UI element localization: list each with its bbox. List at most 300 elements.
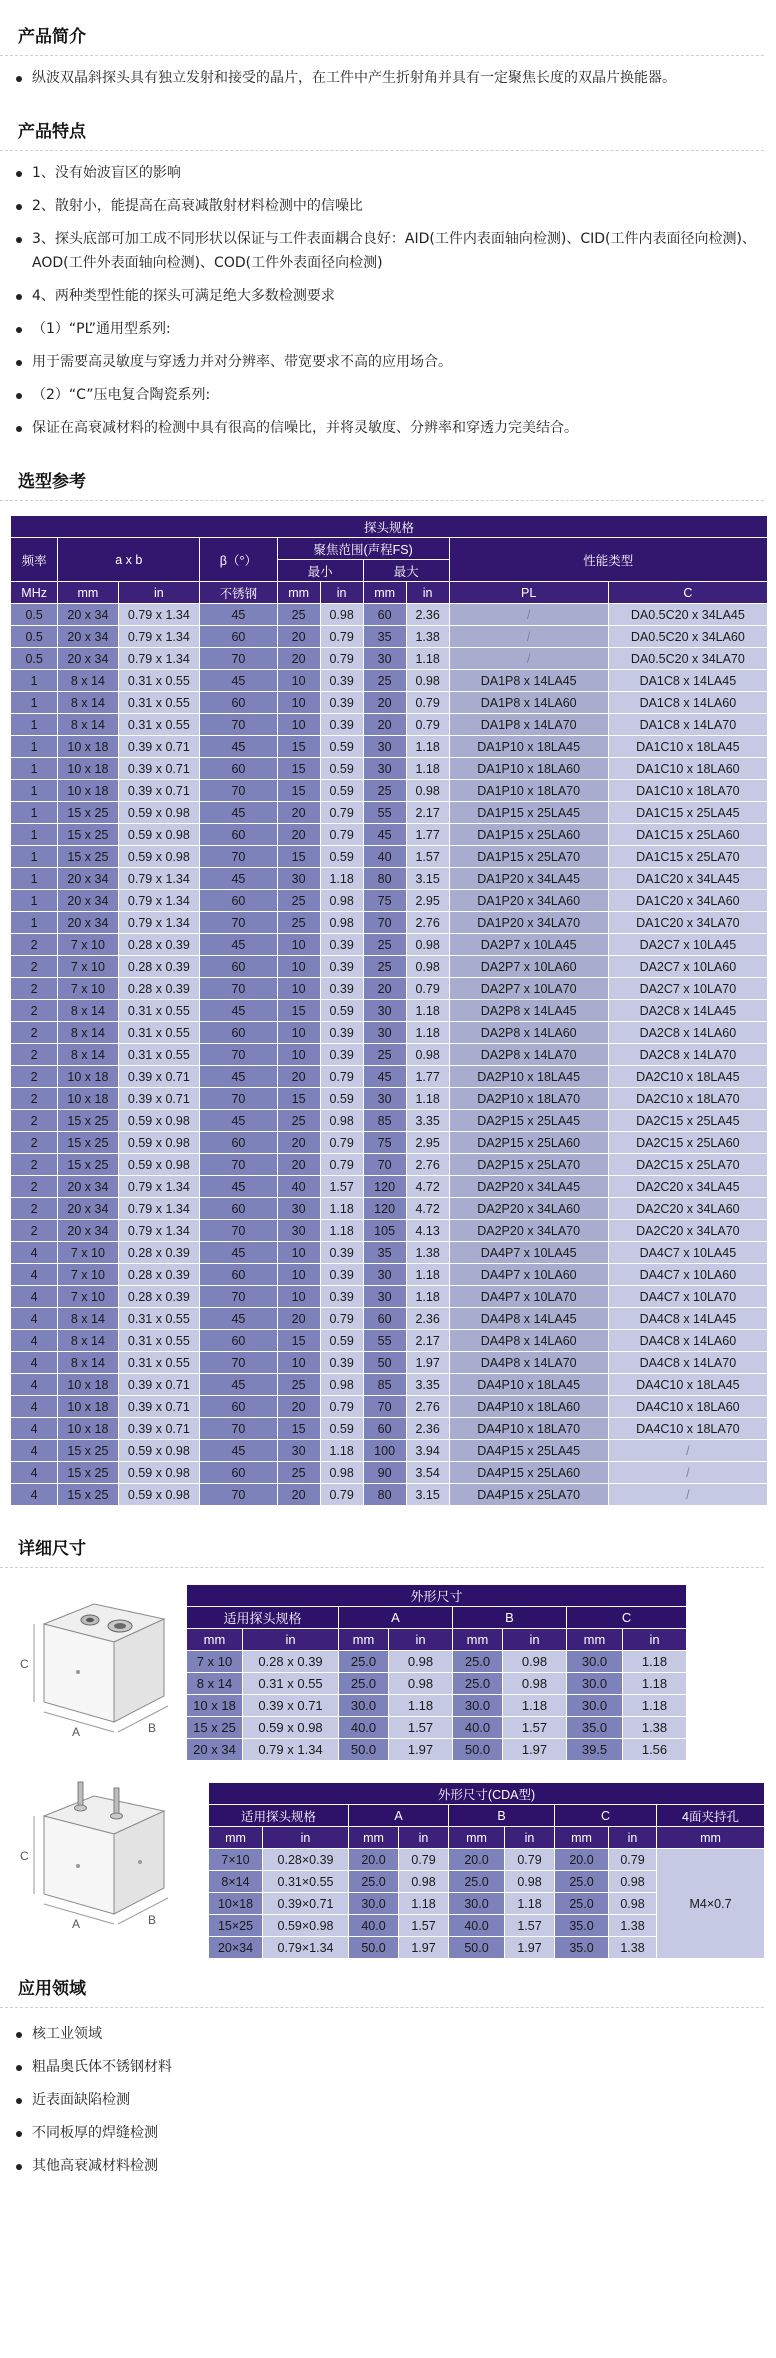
cell-size-in: 0.79 x 1.34: [118, 604, 200, 626]
cell-size-in: 0.31 x 0.55: [118, 1044, 200, 1066]
table-row: [11, 1308, 768, 1330]
cell-angle: 60: [200, 824, 277, 846]
cell-fs-max-in: 3.35: [406, 1374, 449, 1396]
dim-cell: 0.59×0.98: [263, 1915, 349, 1937]
cell-model-c: DA1C8 x 14LA45: [608, 670, 767, 692]
cell-fs-max-in: 2.95: [406, 1132, 449, 1154]
table-row: [11, 670, 768, 692]
cell-model-c: DA2C20 x 34LA70: [608, 1220, 767, 1242]
cell-fs-max-mm: 30: [363, 1000, 406, 1022]
cell-fs-max-in: 2.17: [406, 1330, 449, 1352]
cell-fs-min-mm: 20: [277, 1154, 320, 1176]
cell-model-pl: DA2P20 x 34LA60: [449, 1198, 608, 1220]
cell-size-mm: 20 x 34: [58, 912, 118, 934]
cell-angle: 45: [200, 934, 277, 956]
cell-angle: 45: [200, 1066, 277, 1088]
cell-fs-min-in: 1.18: [320, 1220, 363, 1242]
dim-cell: 30.0: [449, 1893, 505, 1915]
cell-fs-min-in: 0.59: [320, 1418, 363, 1440]
cell-size-mm: 20 x 34: [58, 890, 118, 912]
dims2-col-spec: 适用探头规格: [209, 1805, 349, 1827]
dim-cell: 30.0: [567, 1651, 623, 1673]
cell-model-c: DA1C15 x 25LA70: [608, 846, 767, 868]
cell-fs-max-mm: 50: [363, 1352, 406, 1374]
cell-fs-max-mm: 75: [363, 1132, 406, 1154]
cell-angle: 45: [200, 1374, 277, 1396]
cell-fs-max-in: 0.79: [406, 714, 449, 736]
unit-mm-max: mm: [363, 582, 406, 604]
cell-model-c: DA1C10 x 18LA45: [608, 736, 767, 758]
cell-fs-max-mm: 30: [363, 758, 406, 780]
dim-cell: 50.0: [453, 1739, 503, 1761]
dims2-col-c: C: [555, 1805, 657, 1827]
cell-fs-max-in: 0.98: [406, 956, 449, 978]
cell-fs-max-in: 1.18: [406, 1000, 449, 1022]
table-row: [11, 736, 768, 758]
dim-cell: 1.18: [623, 1673, 687, 1695]
cell-model-c: DA1C20 x 34LA60: [608, 890, 767, 912]
cell-freq: 1: [11, 802, 58, 824]
dim-cell: 1.38: [609, 1915, 657, 1937]
cell-freq: 4: [11, 1418, 58, 1440]
dim-cell: 50.0: [449, 1937, 505, 1959]
cell-model-c: DA2C8 x 14LA70: [608, 1044, 767, 1066]
table-row: [11, 1374, 768, 1396]
unit-cell: in: [505, 1827, 555, 1849]
cell-fs-max-mm: 30: [363, 648, 406, 670]
cell-size-in: 0.39 x 0.71: [118, 758, 200, 780]
cell-angle: 60: [200, 1264, 277, 1286]
cell-fs-max-mm: 20: [363, 978, 406, 1000]
dim-cell: 1.18: [623, 1695, 687, 1717]
cell-angle: 70: [200, 846, 277, 868]
cell-fs-max-mm: 85: [363, 1110, 406, 1132]
dims2-col-hole: 4面夹持孔: [657, 1805, 765, 1827]
cell-fs-min-mm: 10: [277, 1352, 320, 1374]
table-row: [11, 890, 768, 912]
cell-fs-min-in: 0.59: [320, 758, 363, 780]
cell-size-mm: 20 x 34: [58, 1220, 118, 1242]
cell-model-pl: DA1P8 x 14LA70: [449, 714, 608, 736]
cell-fs-max-mm: 80: [363, 868, 406, 890]
cell-fs-max-mm: 45: [363, 1066, 406, 1088]
cell-fs-min-mm: 25: [277, 604, 320, 626]
cell-fs-max-in: 0.98: [406, 934, 449, 956]
table-row: [11, 802, 768, 824]
cell-freq: 4: [11, 1308, 58, 1330]
table-row: [11, 1154, 768, 1176]
cell-fs-max-mm: 30: [363, 1286, 406, 1308]
cell-fs-min-in: 0.59: [320, 736, 363, 758]
unit-in-max: in: [406, 582, 449, 604]
cell-freq: 2: [11, 1000, 58, 1022]
cell-angle: 60: [200, 1330, 277, 1352]
dim-cell: 1.97: [503, 1739, 567, 1761]
cell-fs-max-in: 0.98: [406, 780, 449, 802]
dim-cell: 0.31 x 0.55: [243, 1673, 339, 1695]
cell-fs-max-in: 0.98: [406, 1044, 449, 1066]
cell-fs-min-mm: 20: [277, 1066, 320, 1088]
cell-size-mm: 7 x 10: [58, 934, 118, 956]
unit-in: in: [118, 582, 200, 604]
cell-fs-min-mm: 20: [277, 1396, 320, 1418]
cell-angle: 45: [200, 802, 277, 824]
cell-freq: 2: [11, 1022, 58, 1044]
cell-fs-max-in: 1.77: [406, 824, 449, 846]
cell-freq: 2: [11, 1176, 58, 1198]
table-row: [11, 1286, 768, 1308]
dim-cell: 1.97: [399, 1937, 449, 1959]
dim-cell: 1.18: [503, 1695, 567, 1717]
cell-model-pl: DA1P10 x 18LA45: [449, 736, 608, 758]
cell-fs-max-mm: 105: [363, 1220, 406, 1242]
cell-model-c: DA4C7 x 10LA60: [608, 1264, 767, 1286]
cell-fs-max-mm: 20: [363, 692, 406, 714]
cell-fs-min-mm: 15: [277, 1330, 320, 1352]
cell-fs-max-in: 1.57: [406, 846, 449, 868]
cell-angle: 70: [200, 714, 277, 736]
cell-fs-min-in: 0.98: [320, 604, 363, 626]
cell-freq: 2: [11, 1044, 58, 1066]
cell-size-in: 0.79 x 1.34: [118, 1198, 200, 1220]
cell-fs-min-in: 0.39: [320, 714, 363, 736]
unit-cell: mm: [657, 1827, 765, 1849]
cell-size-in: 0.28 x 0.39: [118, 1242, 200, 1264]
cell-fs-min-in: 0.79: [320, 1066, 363, 1088]
cell-fs-max-in: 0.79: [406, 692, 449, 714]
table-row: [11, 912, 768, 934]
cell-angle: 45: [200, 1242, 277, 1264]
cell-size-mm: 20 x 34: [58, 604, 118, 626]
cell-fs-min-mm: 30: [277, 868, 320, 890]
cell-size-mm: 8 x 14: [58, 1330, 118, 1352]
cell-angle: 70: [200, 1044, 277, 1066]
cell-size-mm: 7 x 10: [58, 978, 118, 1000]
cell-fs-max-mm: 75: [363, 890, 406, 912]
cell-model-pl: DA1P10 x 18LA60: [449, 758, 608, 780]
cell-freq: 2: [11, 1066, 58, 1088]
cell-size-in: 0.31 x 0.55: [118, 1352, 200, 1374]
cell-fs-max-mm: 35: [363, 626, 406, 648]
cell-fs-min-in: 0.39: [320, 1022, 363, 1044]
dim-cell: 0.39×0.71: [263, 1893, 349, 1915]
table-row: [11, 1066, 768, 1088]
cell-angle: 45: [200, 1000, 277, 1022]
cell-fs-min-mm: 10: [277, 1044, 320, 1066]
cell-fs-max-mm: 120: [363, 1176, 406, 1198]
unit-cell: in: [389, 1629, 453, 1651]
table-row: [187, 1673, 687, 1695]
unit-cell: in: [503, 1629, 567, 1651]
table-row: [11, 1484, 768, 1506]
dim-cell: 50.0: [339, 1739, 389, 1761]
cell-size-mm: 10 x 18: [58, 1088, 118, 1110]
list-item: 保证在高衰减材料的检测中具有很高的信噪比，并将灵敏度、分辨率和穿透力完美结合。: [14, 416, 776, 440]
cell-model-c: DA4C8 x 14LA70: [608, 1352, 767, 1374]
cell-model-c: DA1C10 x 18LA70: [608, 780, 767, 802]
cell-model-pl: DA4P8 x 14LA45: [449, 1308, 608, 1330]
cell-fs-max-mm: 70: [363, 1396, 406, 1418]
cell-fs-min-mm: 15: [277, 736, 320, 758]
dims2-caption: 外形尺寸(CDA型): [209, 1783, 765, 1805]
dim-cell: 1.38: [609, 1937, 657, 1959]
dim-cell: 25.0: [555, 1871, 609, 1893]
dim-cell: 0.79×1.34: [263, 1937, 349, 1959]
cell-freq: 2: [11, 1220, 58, 1242]
dim-cell: 40.0: [349, 1915, 399, 1937]
unit-cell: mm: [349, 1827, 399, 1849]
cell-model-c: DA0.5C20 x 34LA70: [608, 648, 767, 670]
cell-fs-min-in: 0.98: [320, 1110, 363, 1132]
dim-cell: 1.97: [389, 1739, 453, 1761]
table-row: [11, 1044, 768, 1066]
table-row: [209, 1849, 765, 1871]
cell-model-c: DA1C8 x 14LA60: [608, 692, 767, 714]
cell-fs-max-in: 1.38: [406, 1242, 449, 1264]
cell-size-in: 0.59 x 0.98: [118, 1440, 200, 1462]
focus-header: 聚焦范围(声程FS): [277, 538, 449, 560]
dim-cell: 1.18: [389, 1695, 453, 1717]
cell-fs-max-in: 1.18: [406, 648, 449, 670]
cell-freq: 1: [11, 692, 58, 714]
dim-cell: 15 x 25: [187, 1717, 243, 1739]
cell-fs-min-in: 0.79: [320, 1154, 363, 1176]
list-item: 近表面缺陷检测: [14, 2088, 776, 2112]
cell-model-pl: DA1P15 x 25LA70: [449, 846, 608, 868]
cell-model-c: DA4C10 x 18LA45: [608, 1374, 767, 1396]
cell-size-mm: 15 x 25: [58, 1154, 118, 1176]
cell-fs-min-mm: 10: [277, 670, 320, 692]
dim-cell: 1.57: [389, 1717, 453, 1739]
cell-fs-min-in: 0.39: [320, 1286, 363, 1308]
dims1-col-b: B: [453, 1607, 567, 1629]
dim-cell: 0.31×0.55: [263, 1871, 349, 1893]
dims-block-1: [0, 1584, 776, 1757]
table-row: [11, 1022, 768, 1044]
unit-mhz: MHz: [11, 582, 58, 604]
dim-cell: 30.0: [453, 1695, 503, 1717]
cell-size-mm: 20 x 34: [58, 1176, 118, 1198]
dim-cell: 0.59 x 0.98: [243, 1717, 339, 1739]
dim-cell: 1.57: [505, 1915, 555, 1937]
table-row: [11, 626, 768, 648]
unit-cell: mm: [567, 1629, 623, 1651]
table-row: [11, 978, 768, 1000]
cell-fs-min-in: 0.79: [320, 824, 363, 846]
cell-freq: 2: [11, 1110, 58, 1132]
dim-cell: 35.0: [555, 1937, 609, 1959]
cell-size-in: 0.59 x 0.98: [118, 824, 200, 846]
table-row: [11, 648, 768, 670]
cell-size-mm: 20 x 34: [58, 868, 118, 890]
cell-freq: 2: [11, 1088, 58, 1110]
cell-model-c: /: [608, 1484, 767, 1506]
cell-angle: 70: [200, 1352, 277, 1374]
table-row: [11, 868, 768, 890]
cell-size-in: 0.59 x 0.98: [118, 1154, 200, 1176]
cell-freq: 1: [11, 868, 58, 890]
cell-fs-min-mm: 20: [277, 1484, 320, 1506]
cell-model-pl: /: [449, 626, 608, 648]
cell-model-c: DA2C7 x 10LA60: [608, 956, 767, 978]
dim-cell: 0.28 x 0.39: [243, 1651, 339, 1673]
cell-size-in: 0.28 x 0.39: [118, 978, 200, 1000]
unit-cell: in: [609, 1827, 657, 1849]
table-row: [187, 1695, 687, 1717]
cell-fs-max-in: 2.36: [406, 604, 449, 626]
table-row: [11, 1418, 768, 1440]
unit-cell: mm: [339, 1629, 389, 1651]
dim-cell: 1.97: [505, 1937, 555, 1959]
drawing-label-b: B: [148, 1721, 157, 1735]
dims1-col-spec: 适用探头规格: [187, 1607, 339, 1629]
cell-model-c: DA0.5C20 x 34LA60: [608, 626, 767, 648]
dim-cell: 0.98: [503, 1673, 567, 1695]
cell-fs-min-in: 1.18: [320, 1198, 363, 1220]
cell-fs-min-mm: 15: [277, 1088, 320, 1110]
table-row: [11, 780, 768, 802]
cell-fs-min-in: 0.98: [320, 912, 363, 934]
dim-cell: 0.79: [399, 1849, 449, 1871]
cell-model-pl: DA2P10 x 18LA70: [449, 1088, 608, 1110]
cell-angle: 45: [200, 604, 277, 626]
cell-size-in: 0.28 x 0.39: [118, 1264, 200, 1286]
dim-cell: 35.0: [567, 1717, 623, 1739]
dim-cell: 0.98: [609, 1893, 657, 1915]
cell-angle: 45: [200, 1440, 277, 1462]
dim-cell: 0.98: [389, 1651, 453, 1673]
table-row: [11, 1440, 768, 1462]
unit-cell: in: [263, 1827, 349, 1849]
cell-fs-max-in: 3.54: [406, 1462, 449, 1484]
cell-model-pl: DA4P15 x 25LA45: [449, 1440, 608, 1462]
cell-model-c: DA2C8 x 14LA60: [608, 1022, 767, 1044]
cell-model-pl: DA4P8 x 14LA70: [449, 1352, 608, 1374]
dim-cell: 25.0: [339, 1651, 389, 1673]
dim-cell: 30.0: [349, 1893, 399, 1915]
cell-size-mm: 15 x 25: [58, 824, 118, 846]
cell-fs-max-in: 3.15: [406, 1484, 449, 1506]
list-item: 1、没有始波盲区的影响: [14, 161, 776, 185]
spec-header: 探头规格: [11, 516, 768, 538]
cell-fs-max-mm: 25: [363, 934, 406, 956]
dim-cell: 50.0: [349, 1937, 399, 1959]
cell-size-in: 0.59 x 0.98: [118, 1462, 200, 1484]
cell-model-c: DA1C20 x 34LA45: [608, 868, 767, 890]
cell-model-pl: DA2P20 x 34LA45: [449, 1176, 608, 1198]
dim-cell: 7×10: [209, 1849, 263, 1871]
cell-model-pl: DA1P15 x 25LA60: [449, 824, 608, 846]
cell-model-pl: DA2P15 x 25LA70: [449, 1154, 608, 1176]
cell-freq: 2: [11, 1198, 58, 1220]
cell-fs-min-in: 0.79: [320, 802, 363, 824]
list-item: 2、散射小，能提高在高衰减散射材料检测中的信噪比: [14, 194, 776, 218]
cell-fs-min-in: 0.59: [320, 780, 363, 802]
dim-cell: 30.0: [567, 1695, 623, 1717]
cell-fs-max-in: 3.35: [406, 1110, 449, 1132]
cell-size-in: 0.59 x 0.98: [118, 1110, 200, 1132]
cell-fs-max-mm: 60: [363, 1308, 406, 1330]
cell-fs-min-mm: 10: [277, 714, 320, 736]
cell-fs-max-in: 2.95: [406, 890, 449, 912]
list-item: 不同板厚的焊缝检测: [14, 2121, 776, 2145]
cell-size-mm: 8 x 14: [58, 714, 118, 736]
cell-fs-max-in: 3.94: [406, 1440, 449, 1462]
cell-freq: 2: [11, 1132, 58, 1154]
cell-model-pl: DA2P7 x 10LA45: [449, 934, 608, 956]
cell-fs-min-in: 1.18: [320, 868, 363, 890]
cell-model-pl: DA4P10 x 18LA45: [449, 1374, 608, 1396]
cell-fs-min-mm: 40: [277, 1176, 320, 1198]
dim-cell: 8 x 14: [187, 1673, 243, 1695]
cell-fs-max-mm: 25: [363, 1044, 406, 1066]
cell-size-mm: 15 x 25: [58, 1484, 118, 1506]
cell-angle: 45: [200, 670, 277, 692]
cell-freq: 4: [11, 1286, 58, 1308]
table-row: [11, 846, 768, 868]
cell-fs-min-mm: 20: [277, 626, 320, 648]
unit-mm-min: mm: [277, 582, 320, 604]
list-item: （2）“C”压电复合陶瓷系列:: [14, 383, 776, 407]
cell-fs-max-in: 1.18: [406, 1022, 449, 1044]
dim-cell: 7 x 10: [187, 1651, 243, 1673]
cell-model-pl: DA2P20 x 34LA70: [449, 1220, 608, 1242]
cell-size-mm: 8 x 14: [58, 1000, 118, 1022]
cell-fs-min-mm: 20: [277, 824, 320, 846]
section-title-selection: 选型参考: [0, 449, 764, 501]
cell-model-pl: DA4P10 x 18LA60: [449, 1396, 608, 1418]
dim-cell: 40.0: [453, 1717, 503, 1739]
table-row: [187, 1651, 687, 1673]
dim-cell: 20×34: [209, 1937, 263, 1959]
cell-size-mm: 8 x 14: [58, 692, 118, 714]
cell-model-c: DA4C7 x 10LA70: [608, 1286, 767, 1308]
cell-fs-min-in: 0.79: [320, 1484, 363, 1506]
cell-angle: 70: [200, 1286, 277, 1308]
cell-fs-max-in: 1.97: [406, 1352, 449, 1374]
cell-fs-min-in: 0.98: [320, 1462, 363, 1484]
dim-cell: 25.0: [555, 1893, 609, 1915]
cell-size-in: 0.59 x 0.98: [118, 846, 200, 868]
unit-cell: mm: [187, 1629, 243, 1651]
dim-cell: 0.39 x 0.71: [243, 1695, 339, 1717]
cell-fs-min-in: 1.57: [320, 1176, 363, 1198]
cell-size-in: 0.28 x 0.39: [118, 956, 200, 978]
max-header: 最大: [363, 560, 449, 582]
cell-fs-min-mm: 10: [277, 934, 320, 956]
cell-freq: 2: [11, 978, 58, 1000]
cell-fs-max-in: 1.18: [406, 1264, 449, 1286]
table-row: [11, 1264, 768, 1286]
selection-table: [10, 515, 768, 1506]
cell-size-in: 0.31 x 0.55: [118, 670, 200, 692]
cell-size-mm: 10 x 18: [58, 736, 118, 758]
cell-model-c: DA2C15 x 25LA60: [608, 1132, 767, 1154]
cell-model-pl: DA4P7 x 10LA70: [449, 1286, 608, 1308]
cell-fs-max-mm: 60: [363, 1418, 406, 1440]
unit-steel: 不锈钢: [200, 582, 277, 604]
unit-cell: in: [399, 1827, 449, 1849]
cell-fs-min-mm: 10: [277, 978, 320, 1000]
cell-angle: 70: [200, 1088, 277, 1110]
cell-angle: 70: [200, 648, 277, 670]
cell-size-in: 0.79 x 1.34: [118, 626, 200, 648]
cell-freq: 1: [11, 670, 58, 692]
cell-size-in: 0.79 x 1.34: [118, 890, 200, 912]
cell-fs-min-in: 0.39: [320, 956, 363, 978]
dim-cell: 1.38: [623, 1717, 687, 1739]
cell-size-mm: 20 x 34: [58, 626, 118, 648]
